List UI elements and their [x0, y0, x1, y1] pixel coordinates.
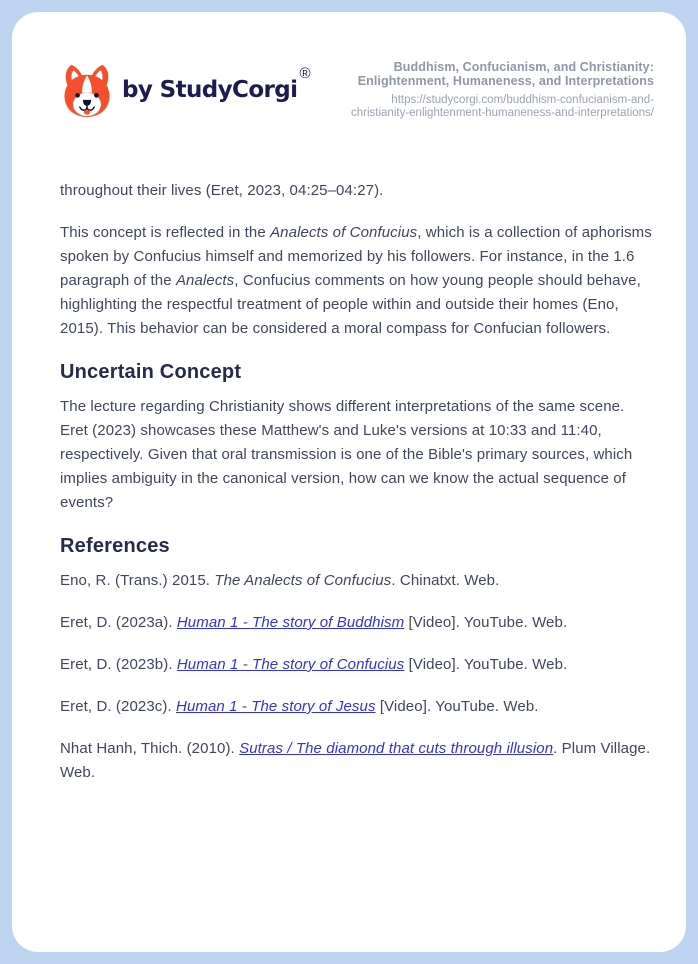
text-run: Eret, D. (2023c). — [60, 698, 177, 715]
text-run: throughout their lives (Eret, 2023, 04:25–04:27). — [60, 182, 384, 199]
reference-link[interactable]: Human 1 - The story of Jesus — [176, 698, 376, 715]
document-url — [351, 94, 654, 120]
document-title — [351, 60, 654, 88]
document-card — [12, 12, 686, 952]
text-run: Uncertain Concept — [60, 361, 242, 383]
reference-link[interactable]: Sutras / The diamond that cuts through illusion — [239, 740, 554, 757]
text-run: This concept is reflected in the — [60, 224, 271, 241]
text-run: . Plum Village. Web. — [60, 740, 651, 781]
italic-text: Analects — [175, 272, 235, 289]
text-run: , which is a collection of aphorisms spoken by Confucius himself and memorized by his followers. For instance, in the 1.6 paragraph of the — [60, 224, 652, 289]
text-run: , Confucius comments on how young people should behave, highlighting the respectful treatment of people within and outside their homes (Eno, 2015). This behavior can be considered a moral compass for Confucian followers. — [60, 272, 641, 337]
text-run: References — [60, 535, 170, 557]
document-meta — [351, 60, 654, 120]
text-run: [Video]. YouTube. Web. — [404, 656, 568, 673]
italic-text: Analects of Confucius — [270, 224, 418, 241]
text-run: [Video]. YouTube. Web. — [375, 698, 539, 715]
body-paragraph — [60, 179, 655, 203]
brand-wordmark: by StudyCorgi — [122, 77, 298, 103]
text-run: The lecture regarding Christianity shows different interpretations of the same scene. Eret (2023) showcases these Matthew's and Luke's versions at 10:33 and 11:40, respectively. Given that oral transmission is one of the Bible's primary sources, which implies ambiguity in the canonical version, how can we know the actual sequence of events? — [60, 398, 633, 511]
section-heading — [60, 533, 655, 559]
reference-entry — [60, 653, 655, 677]
text-run: Eret, D. (2023b). — [60, 656, 177, 673]
registered-trademark-icon: ® — [299, 65, 311, 82]
text-run: Eret, D. (2023a). — [60, 614, 177, 631]
document-body — [12, 120, 686, 785]
text-run: [Video]. YouTube. Web. — [404, 614, 568, 631]
reference-entry — [60, 737, 655, 785]
corgi-logo-icon — [60, 61, 114, 119]
italic-text: The Analects of Confucius — [214, 572, 392, 589]
reference-link[interactable]: Human 1 - The story of Confucius — [176, 656, 405, 673]
body-paragraph — [60, 221, 655, 341]
text-run: . Chinatxt. Web. — [391, 572, 500, 589]
reference-entry — [60, 611, 655, 635]
document-title-line-1: Buddhism, Confucianism, and Christianity: — [393, 60, 654, 74]
body-paragraph — [60, 395, 655, 515]
reference-link[interactable]: Human 1 - The story of Buddhism — [176, 614, 405, 631]
studycorgi-brand — [60, 61, 311, 119]
document-url-line-1: https://studycorgi.com/buddhism-confucianism-and- — [391, 94, 654, 106]
reference-entry — [60, 569, 655, 593]
document-header — [12, 12, 686, 120]
document-url-line-2: christianity-enlightenment-humaneness-and-interpretations/ — [351, 107, 654, 119]
section-heading — [60, 359, 655, 385]
document-title-line-2: Enlightenment, Humaneness, and Interpretations — [357, 74, 654, 88]
text-run: Eno, R. (Trans.) 2015. — [60, 572, 215, 589]
text-run: Nhat Hanh, Thich. (2010). — [60, 740, 240, 757]
reference-entry — [60, 695, 655, 719]
